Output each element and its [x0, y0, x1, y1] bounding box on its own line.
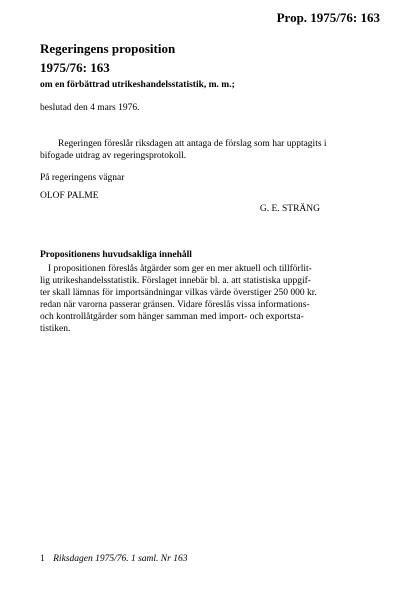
- document-title: Regeringens proposition: [40, 41, 176, 56]
- intro-paragraph: [40, 138, 340, 162]
- summary-heading: Propositionens huvudsakliga innehåll: [40, 250, 192, 260]
- footer-page-number: 1: [40, 554, 45, 564]
- summary-line: lig utrikeshandelsstatistik. Förslaget innebär bl. a. att statistiska uppgif-: [40, 276, 311, 286]
- document-subtitle: om en förbättrad utrikeshandelsstatistik, m. m.;: [40, 80, 235, 90]
- intro-text: Regeringen föreslår riksdagen att antaga de förslag som har upptagits i bifogade utdrag av regeringsprotokoll.: [40, 139, 327, 161]
- summary-line: och kontrollåtgärder som hänger samman med import- och exportsta-: [40, 312, 304, 322]
- proposition-number: 1975/76: 163: [40, 60, 110, 75]
- signature-left: OLOF PALME: [40, 191, 99, 201]
- summary-line: redan när varorna passerar gränsen. Vidare föreslås vissa informations-: [40, 300, 310, 310]
- summary-line: tistiken.: [40, 324, 71, 334]
- summary-line: I propositionen föreslås åtgärder som ger en mer aktuell och tillförlit-: [48, 264, 312, 274]
- summary-line: ter skall lämnas för importsändningar vilkas värde överstiger 250 000 kr.: [40, 288, 317, 298]
- summary-paragraph: [40, 263, 317, 335]
- footer-reference: Riksdagen 1975/76. 1 saml. Nr 163: [53, 554, 188, 564]
- page-footer: [40, 554, 187, 564]
- on-behalf-line: På regeringens vägnar: [40, 173, 125, 183]
- decision-date: beslutad den 4 mars 1976.: [40, 103, 140, 113]
- proposition-reference: Prop. 1975/76: 163: [276, 10, 380, 25]
- signature-right: G. E. STRÄNG: [259, 204, 320, 214]
